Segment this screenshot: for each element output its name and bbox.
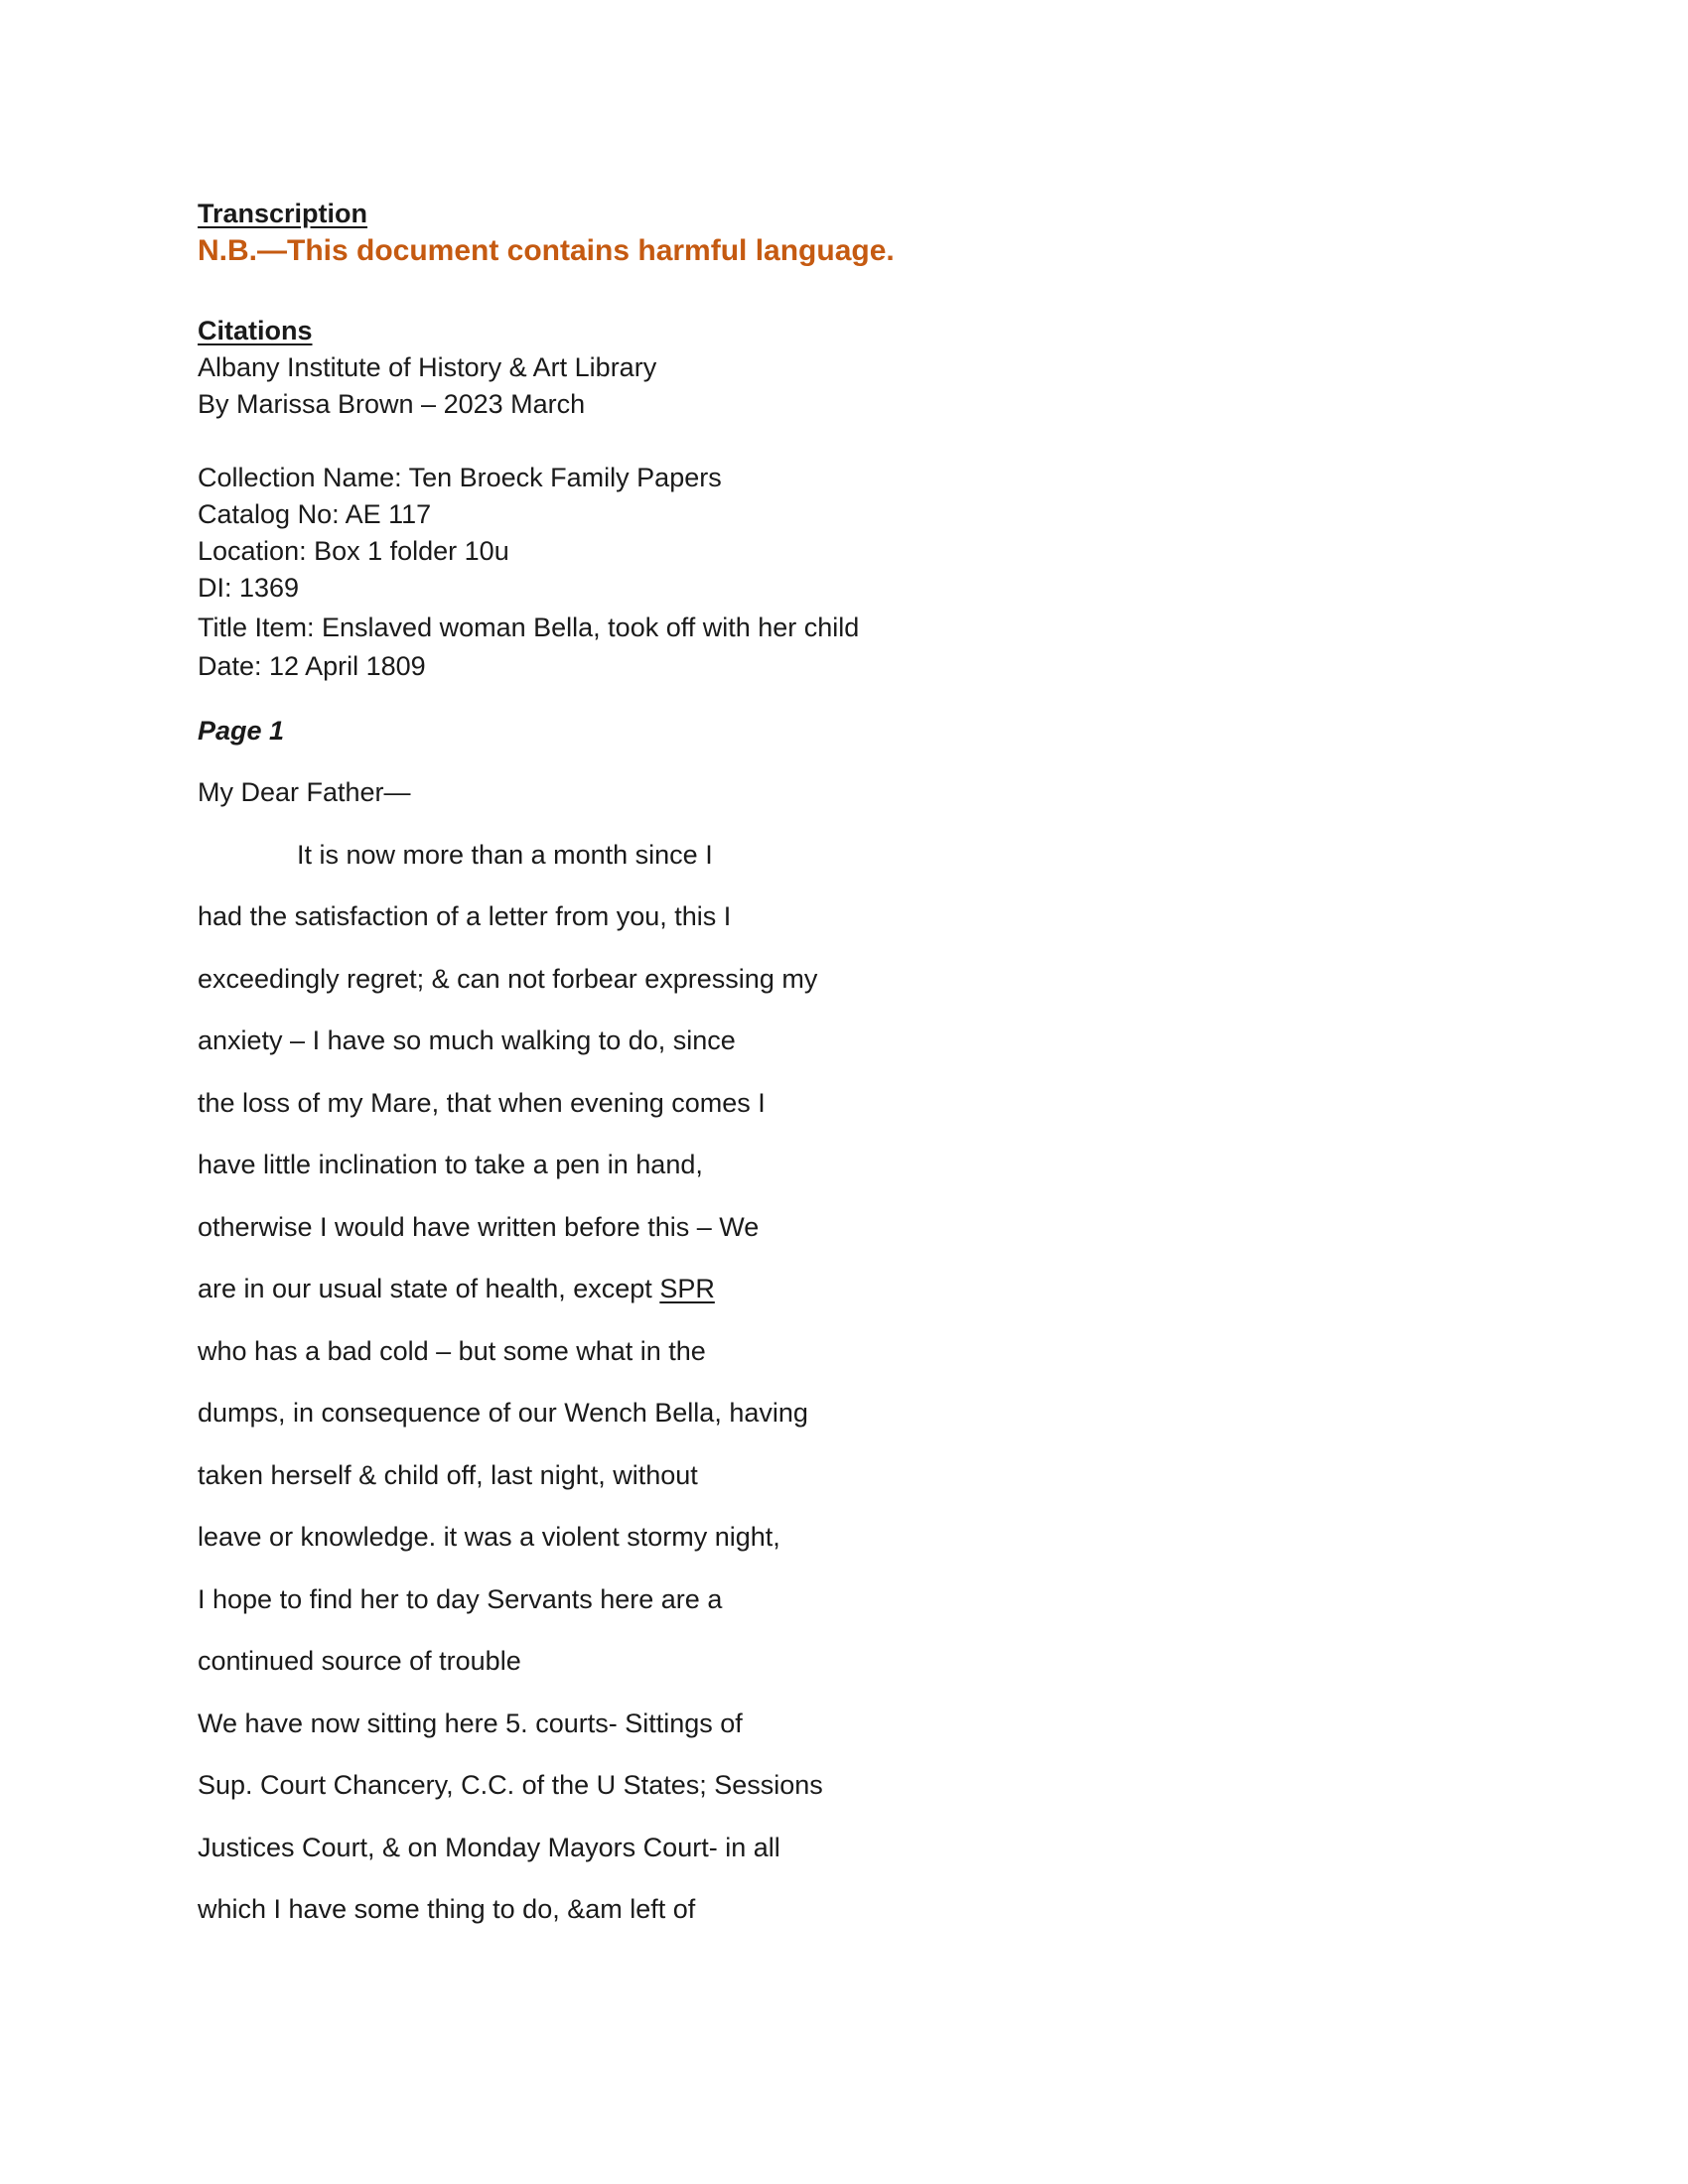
transcription-heading: Transcription — [198, 199, 368, 228]
di-number: DI: 1369 — [198, 573, 300, 603]
letter-line: anxiety – I have so much walking to do, since — [198, 1025, 736, 1055]
letter-line: Justices Court, & on Monday Mayors Court- in all — [198, 1833, 780, 1862]
letter-line: who has a bad cold – but some what in the — [198, 1336, 706, 1366]
letter-line: It is now more than a month since I — [297, 840, 713, 870]
letter-line: We have now sitting here 5. courts- Sittings of — [198, 1708, 743, 1738]
letter-line: leave or knowledge. it was a violent stormy night, — [198, 1522, 780, 1552]
letter-line: which I have some thing to do, &am left of — [198, 1894, 696, 1924]
citations-heading: Citations — [198, 316, 313, 345]
letter-line: Sup. Court Chancery, C.C. of the U States; Sessions — [198, 1770, 823, 1800]
record-date: Date: 12 April 1809 — [198, 651, 426, 681]
harmful-language-warning: N.B.—This document contains harmful language. — [198, 234, 895, 267]
letter-line: the loss of my Mare, that when evening comes I — [198, 1088, 766, 1118]
letter-line — [198, 1274, 715, 1304]
location: Location: Box 1 folder 10u — [198, 536, 509, 566]
letter-line: had the satisfaction of a letter from you, this I — [198, 901, 732, 931]
letter-line: I hope to find her to day Servants here are a — [198, 1584, 723, 1614]
letter-line: exceedingly regret; & can not forbear expressing my — [198, 964, 818, 994]
title-item: Title Item: Enslaved woman Bella, took off with her child — [198, 613, 860, 642]
letter-line: otherwise I would have written before this – We — [198, 1212, 760, 1242]
citation-source: Albany Institute of History & Art Library — [198, 352, 657, 382]
letter-line-text: are in our usual state of health, except — [198, 1274, 652, 1303]
citation-author-date: By Marissa Brown – 2023 March — [198, 389, 586, 419]
catalog-number: Catalog No: AE 117 — [198, 499, 432, 529]
letter-line: have little inclination to take a pen in hand, — [198, 1150, 703, 1179]
letter-salutation: My Dear Father— — [198, 777, 411, 807]
letter-line: continued source of trouble — [198, 1646, 521, 1676]
page-label: Page 1 — [198, 716, 285, 746]
letter-line: taken herself & child off, last night, without — [198, 1460, 698, 1490]
collection-name: Collection Name: Ten Broeck Family Papers — [198, 463, 722, 492]
letter-line: dumps, in consequence of our Wench Bella, having — [198, 1398, 808, 1428]
underlined-initials: SPR — [659, 1274, 715, 1303]
